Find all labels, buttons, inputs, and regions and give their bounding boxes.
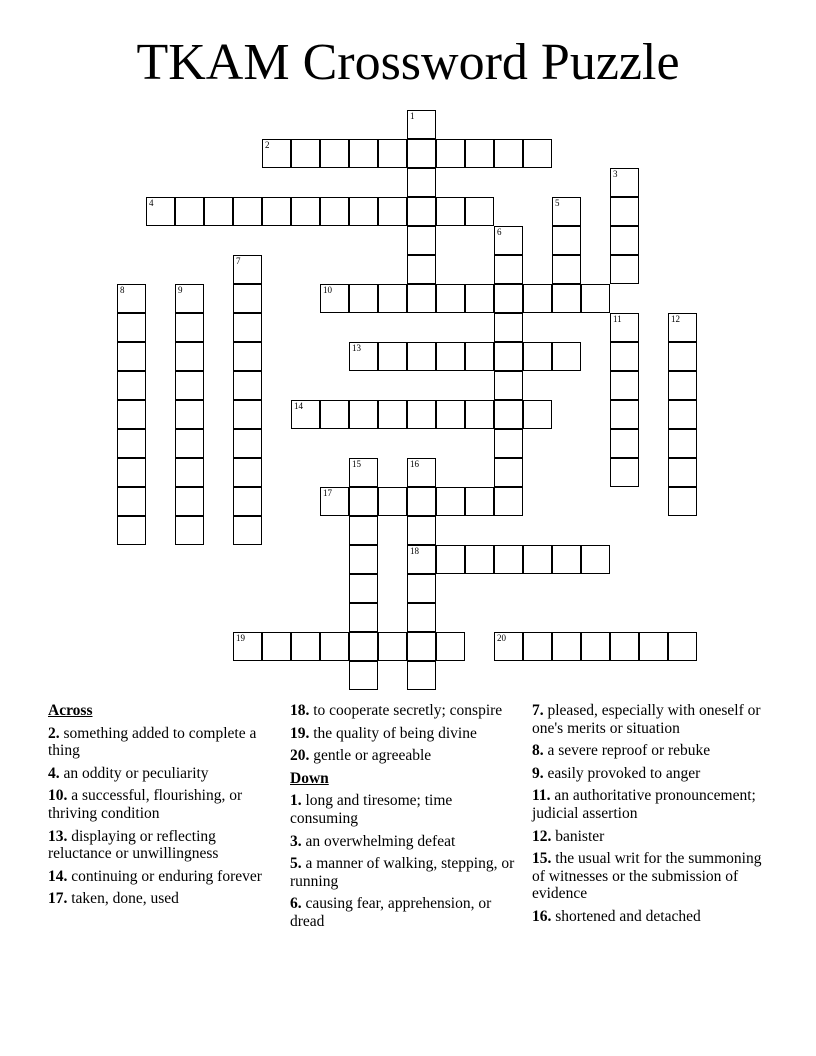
grid-cell[interactable] (175, 313, 204, 342)
grid-cell[interactable] (378, 632, 407, 661)
grid-cell[interactable] (233, 371, 262, 400)
clue-number: 9 (178, 285, 183, 295)
grid-cell[interactable] (610, 429, 639, 458)
grid-cell[interactable] (581, 632, 610, 661)
grid-cell[interactable] (407, 458, 436, 487)
down-clue: 7. pleased, especially with oneself or one's merits or situation (532, 702, 761, 737)
grid-cell[interactable] (320, 139, 349, 168)
grid-cell[interactable] (436, 632, 465, 661)
grid-cell[interactable] (233, 487, 262, 516)
grid-cell[interactable] (552, 284, 581, 313)
grid-cell[interactable] (233, 429, 262, 458)
grid-cell[interactable] (233, 342, 262, 371)
clue-number: 7 (236, 256, 241, 266)
grid-cell[interactable] (320, 400, 349, 429)
grid-cell[interactable] (117, 313, 146, 342)
grid-cell[interactable] (407, 226, 436, 255)
across-clue: 2. something added to complete a thing (48, 724, 257, 760)
across-clue: 19. the quality of being divine (290, 724, 477, 742)
down-clue: 5. a manner of walking, stepping, or running (290, 855, 515, 890)
grid-cell[interactable] (117, 516, 146, 545)
grid-cell[interactable] (465, 342, 494, 371)
across-clue: 13. displaying or reflecting reluctance or unwillingness (48, 827, 219, 863)
grid-cell[interactable] (349, 487, 378, 516)
grid-cell[interactable] (233, 284, 262, 313)
grid-cell[interactable] (610, 313, 639, 342)
grid-cell[interactable] (465, 487, 494, 516)
grid-cell[interactable] (349, 603, 378, 632)
clue-number: 19 (236, 633, 245, 643)
clues-column-3 (532, 702, 764, 931)
grid-cell[interactable] (668, 632, 697, 661)
grid-cell[interactable] (349, 342, 378, 371)
grid-cell[interactable] (436, 400, 465, 429)
grid-cell[interactable] (494, 139, 523, 168)
page-title: TKAM Crossword Puzzle (136, 34, 680, 91)
down-clue: 9. easily provoked to anger (532, 764, 701, 782)
grid-cell[interactable] (465, 284, 494, 313)
clue-number: 3 (613, 169, 618, 179)
grid-cell[interactable] (494, 400, 523, 429)
clue-number: 4 (149, 198, 154, 208)
grid-cell[interactable] (436, 139, 465, 168)
across-clue: 17. taken, done, used (48, 890, 179, 908)
grid-cell[interactable] (117, 429, 146, 458)
grid-cell[interactable] (436, 284, 465, 313)
grid-cell[interactable] (349, 516, 378, 545)
grid-cell[interactable] (494, 429, 523, 458)
grid-cell[interactable] (610, 255, 639, 284)
grid-cell[interactable] (523, 632, 552, 661)
grid-cell[interactable] (233, 516, 262, 545)
grid-cell[interactable] (378, 284, 407, 313)
grid-cell[interactable] (349, 458, 378, 487)
grid-cell[interactable] (233, 632, 262, 661)
across-clue: 4. an oddity or peculiarity (48, 764, 209, 782)
grid-cell[interactable] (610, 400, 639, 429)
grid-cell[interactable] (320, 284, 349, 313)
grid-cell[interactable] (668, 458, 697, 487)
grid-cell[interactable] (378, 139, 407, 168)
grid-cell[interactable] (407, 545, 436, 574)
grid-cell[interactable] (494, 313, 523, 342)
down-clue: 1. long and tiresome; time consuming (290, 792, 453, 827)
grid-cell[interactable] (407, 255, 436, 284)
grid-cell[interactable] (146, 197, 175, 226)
grid-cell[interactable] (639, 632, 668, 661)
grid-cell[interactable] (117, 284, 146, 313)
grid-cell[interactable] (523, 139, 552, 168)
grid-cell[interactable] (407, 342, 436, 371)
clue-number: 10 (323, 285, 332, 295)
grid-cell[interactable] (494, 545, 523, 574)
grid-cell[interactable] (436, 487, 465, 516)
grid-cell[interactable] (494, 371, 523, 400)
grid-cell[interactable] (233, 255, 262, 284)
clue-number: 6 (497, 227, 502, 237)
across-clue: 14. continuing or enduring forever (48, 867, 262, 885)
grid-cell[interactable] (552, 545, 581, 574)
grid-cell[interactable] (175, 429, 204, 458)
grid-cell[interactable] (262, 139, 291, 168)
grid-cell[interactable] (320, 632, 349, 661)
grid-cell[interactable] (378, 400, 407, 429)
down-clue: 6. causing fear, apprehension, or dread (290, 895, 492, 930)
grid-cell[interactable] (436, 197, 465, 226)
grid-cell[interactable] (552, 197, 581, 226)
grid-cell[interactable] (349, 284, 378, 313)
grid-cell[interactable] (552, 342, 581, 371)
clue-number: 18 (410, 546, 419, 556)
grid-cell[interactable] (320, 487, 349, 516)
grid-cell[interactable] (668, 313, 697, 342)
grid-cell[interactable] (349, 545, 378, 574)
grid-cell[interactable] (291, 400, 320, 429)
grid-cell[interactable] (117, 487, 146, 516)
grid-cell[interactable] (117, 342, 146, 371)
grid-cell[interactable] (262, 632, 291, 661)
grid-cell[interactable] (581, 284, 610, 313)
clue-number: 15 (352, 459, 361, 469)
grid-cell[interactable] (175, 487, 204, 516)
grid-cell[interactable] (523, 284, 552, 313)
grid-cell[interactable] (610, 168, 639, 197)
grid-cell[interactable] (581, 545, 610, 574)
grid-cell[interactable] (349, 139, 378, 168)
grid-cell[interactable] (494, 226, 523, 255)
clue-number: 16 (410, 459, 419, 469)
clue-number: 8 (120, 285, 125, 295)
grid-cell[interactable] (407, 139, 436, 168)
across-clue: 18. to cooperate secretly; conspire (290, 702, 503, 719)
grid-cell[interactable] (465, 400, 494, 429)
grid-cell[interactable] (668, 371, 697, 400)
grid-cell[interactable] (610, 371, 639, 400)
grid-cell[interactable] (407, 603, 436, 632)
down-clue: 8. a severe reproof or rebuke (532, 742, 711, 760)
clue-number: 20 (497, 633, 506, 643)
clues-column-2 (290, 702, 518, 936)
grid-cell[interactable] (610, 632, 639, 661)
grid-cell[interactable] (494, 632, 523, 661)
grid-cell[interactable] (436, 342, 465, 371)
grid-cell[interactable] (378, 487, 407, 516)
grid-cell[interactable] (494, 284, 523, 313)
grid-cell[interactable] (320, 197, 349, 226)
grid-cell[interactable] (117, 371, 146, 400)
across-clue: 10. a successful, flourishing, or thriving condition (48, 787, 243, 822)
grid-cell[interactable] (233, 313, 262, 342)
clue-number: 11 (613, 314, 622, 324)
grid-cell[interactable] (610, 458, 639, 487)
grid-cell[interactable] (407, 487, 436, 516)
grid-cell[interactable] (349, 632, 378, 661)
grid-cell[interactable] (117, 400, 146, 429)
grid-cell[interactable] (407, 110, 436, 139)
clue-number: 2 (265, 140, 270, 150)
grid-cell[interactable] (407, 574, 436, 603)
grid-cell[interactable] (349, 197, 378, 226)
grid-cell[interactable] (610, 226, 639, 255)
grid-cell[interactable] (262, 197, 291, 226)
across-heading: Across (48, 702, 93, 719)
grid-cell[interactable] (349, 400, 378, 429)
grid-cell[interactable] (552, 255, 581, 284)
grid-cell[interactable] (465, 197, 494, 226)
down-clue: 11. an authoritative pronouncement; judicial assertion (532, 787, 756, 822)
grid-cell[interactable] (407, 516, 436, 545)
grid-cell[interactable] (233, 458, 262, 487)
grid-cell[interactable] (523, 400, 552, 429)
grid-cell[interactable] (378, 197, 407, 226)
grid-cell[interactable] (233, 197, 262, 226)
grid-cell[interactable] (610, 197, 639, 226)
grid-cell[interactable] (204, 197, 233, 226)
grid-cell[interactable] (523, 342, 552, 371)
clue-number: 14 (294, 401, 303, 411)
grid-cell[interactable] (407, 400, 436, 429)
grid-cell[interactable] (494, 487, 523, 516)
grid-cell[interactable] (117, 458, 146, 487)
grid-cell[interactable] (668, 487, 697, 516)
grid-cell[interactable] (436, 545, 465, 574)
grid-cell[interactable] (175, 284, 204, 313)
down-heading: Down (290, 769, 329, 787)
grid-cell[interactable] (407, 661, 436, 690)
grid-cell[interactable] (233, 400, 262, 429)
grid-cell[interactable] (175, 371, 204, 400)
clue-number: 12 (671, 314, 680, 324)
across-clue: 20. gentle or agreeable (290, 747, 432, 765)
down-clue: 3. an overwhelming defeat (290, 832, 456, 850)
grid-cell[interactable] (610, 342, 639, 371)
clue-number: 13 (352, 343, 361, 353)
grid-cell[interactable] (291, 632, 320, 661)
grid-cell[interactable] (465, 545, 494, 574)
down-clue: 16. shortened and detached (532, 907, 701, 925)
grid-cell[interactable] (407, 632, 436, 661)
grid-cell[interactable] (494, 342, 523, 371)
grid-cell[interactable] (552, 226, 581, 255)
grid-cell[interactable] (523, 545, 552, 574)
clue-number: 5 (555, 198, 560, 208)
grid-cell[interactable] (175, 342, 204, 371)
clue-number: 17 (323, 488, 332, 498)
down-clue: 12. banister (532, 827, 605, 845)
grid-cell[interactable] (291, 197, 320, 226)
grid-cell[interactable] (175, 197, 204, 226)
clue-number: 1 (410, 111, 415, 121)
grid-cell[interactable] (552, 632, 581, 661)
grid-cell[interactable] (668, 429, 697, 458)
grid-cell[interactable] (291, 139, 320, 168)
grid-cell[interactable] (175, 516, 204, 545)
grid-cell[interactable] (668, 342, 697, 371)
grid-cell[interactable] (175, 458, 204, 487)
clues-column-1 (48, 702, 270, 913)
grid-cell[interactable] (494, 458, 523, 487)
grid-cell[interactable] (349, 661, 378, 690)
grid-cell[interactable] (407, 284, 436, 313)
grid-cell[interactable] (175, 400, 204, 429)
grid-cell[interactable] (407, 197, 436, 226)
grid-cell[interactable] (494, 255, 523, 284)
down-clue: 15. the usual writ for the summoning of witnesses or the submission of evidence (532, 850, 762, 903)
grid-cell[interactable] (668, 400, 697, 429)
grid-cell[interactable] (349, 574, 378, 603)
grid-cell[interactable] (465, 139, 494, 168)
grid-cell[interactable] (378, 342, 407, 371)
grid-cell[interactable] (407, 168, 436, 197)
